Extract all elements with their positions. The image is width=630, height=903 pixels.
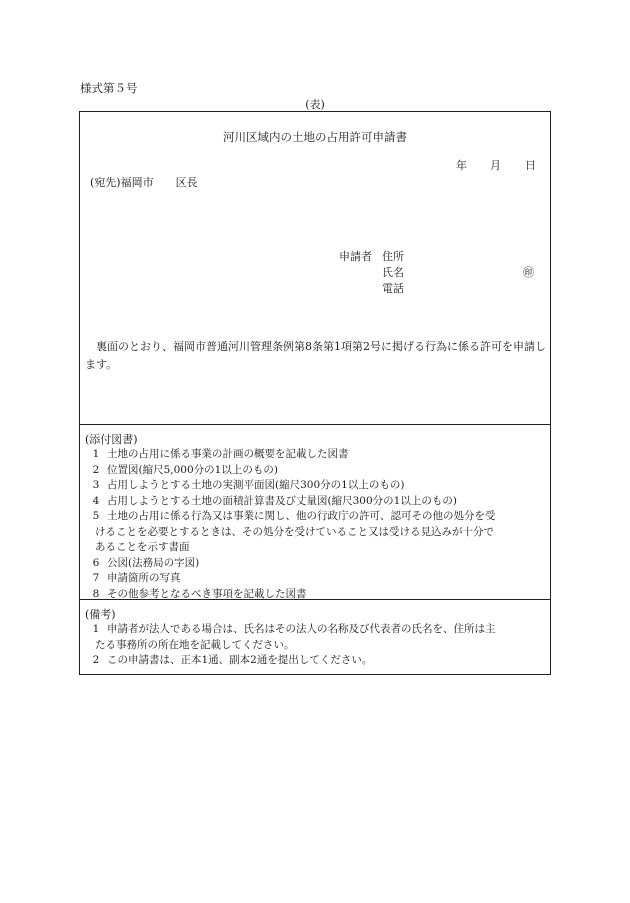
list-item: 2 位置図(縮尺5,000分の1以上のもの) <box>92 463 278 476</box>
list-item: 2 この申請書は、正本1通、副本2通を提出してください。 <box>92 654 373 666</box>
form-title: 河川区域内の土地の占用許可申請書 <box>223 130 407 144</box>
remarks-list <box>85 622 551 669</box>
applicant-label: 申請者 <box>339 250 372 263</box>
address-label: 住所 <box>382 250 404 263</box>
side-label: (表) <box>305 98 325 111</box>
attachments-list <box>85 447 551 602</box>
date-month-label: 月 <box>490 159 501 172</box>
name-label: 氏名 <box>382 266 404 279</box>
date-year-label: 年 <box>456 159 467 172</box>
list-item: 4 占用しようとする土地の面積計算書及び丈量図(縮尺300分の1以上のもの) <box>92 494 457 507</box>
application-statement: 裏面のとおり、福岡市普通河川管理条例第8条第1項第2号に掲げる行為に係る許可を申請します。 <box>85 340 546 371</box>
seal-mark: ㊞ <box>523 266 534 279</box>
addressee: (宛先)福岡市 区長 <box>90 176 198 189</box>
list-item: 7 申請箇所の写真 <box>92 572 181 584</box>
attachments-section <box>79 424 551 600</box>
date-day-label: 日 <box>525 159 536 172</box>
list-item: 3 占用しようとする土地の実測平面図(縮尺300分の1以上のもの) <box>92 479 405 491</box>
list-item: 1 申請者が法人である場合は、氏名はその法人の名称及び代表者の氏名を、住所は主 たる事務所の所在地を記載してください。 <box>92 623 496 651</box>
form-number: 様式第５号 <box>80 81 138 95</box>
list-item: 8 その他参考となるべき事項を記載した図書 <box>92 587 307 600</box>
list-item: 6 公図(法務局の字図) <box>92 556 200 569</box>
application-section <box>79 111 551 425</box>
phone-label: 電話 <box>382 282 404 295</box>
list-item: 1 土地の占用に係る事業の計画の概要を記載した図書 <box>92 448 349 460</box>
remarks-title: (備考) <box>85 608 116 621</box>
attachments-title: (添付図書) <box>85 433 138 446</box>
list-item: 5 土地の占用に係る行為又は事業に関し、他の行政庁の許可、認可その他の処分を受 けることを必要とするときは、その処分を受けていること又は受ける見込みが十分で あることを示す書面 <box>92 510 496 553</box>
remarks-section <box>79 599 551 675</box>
